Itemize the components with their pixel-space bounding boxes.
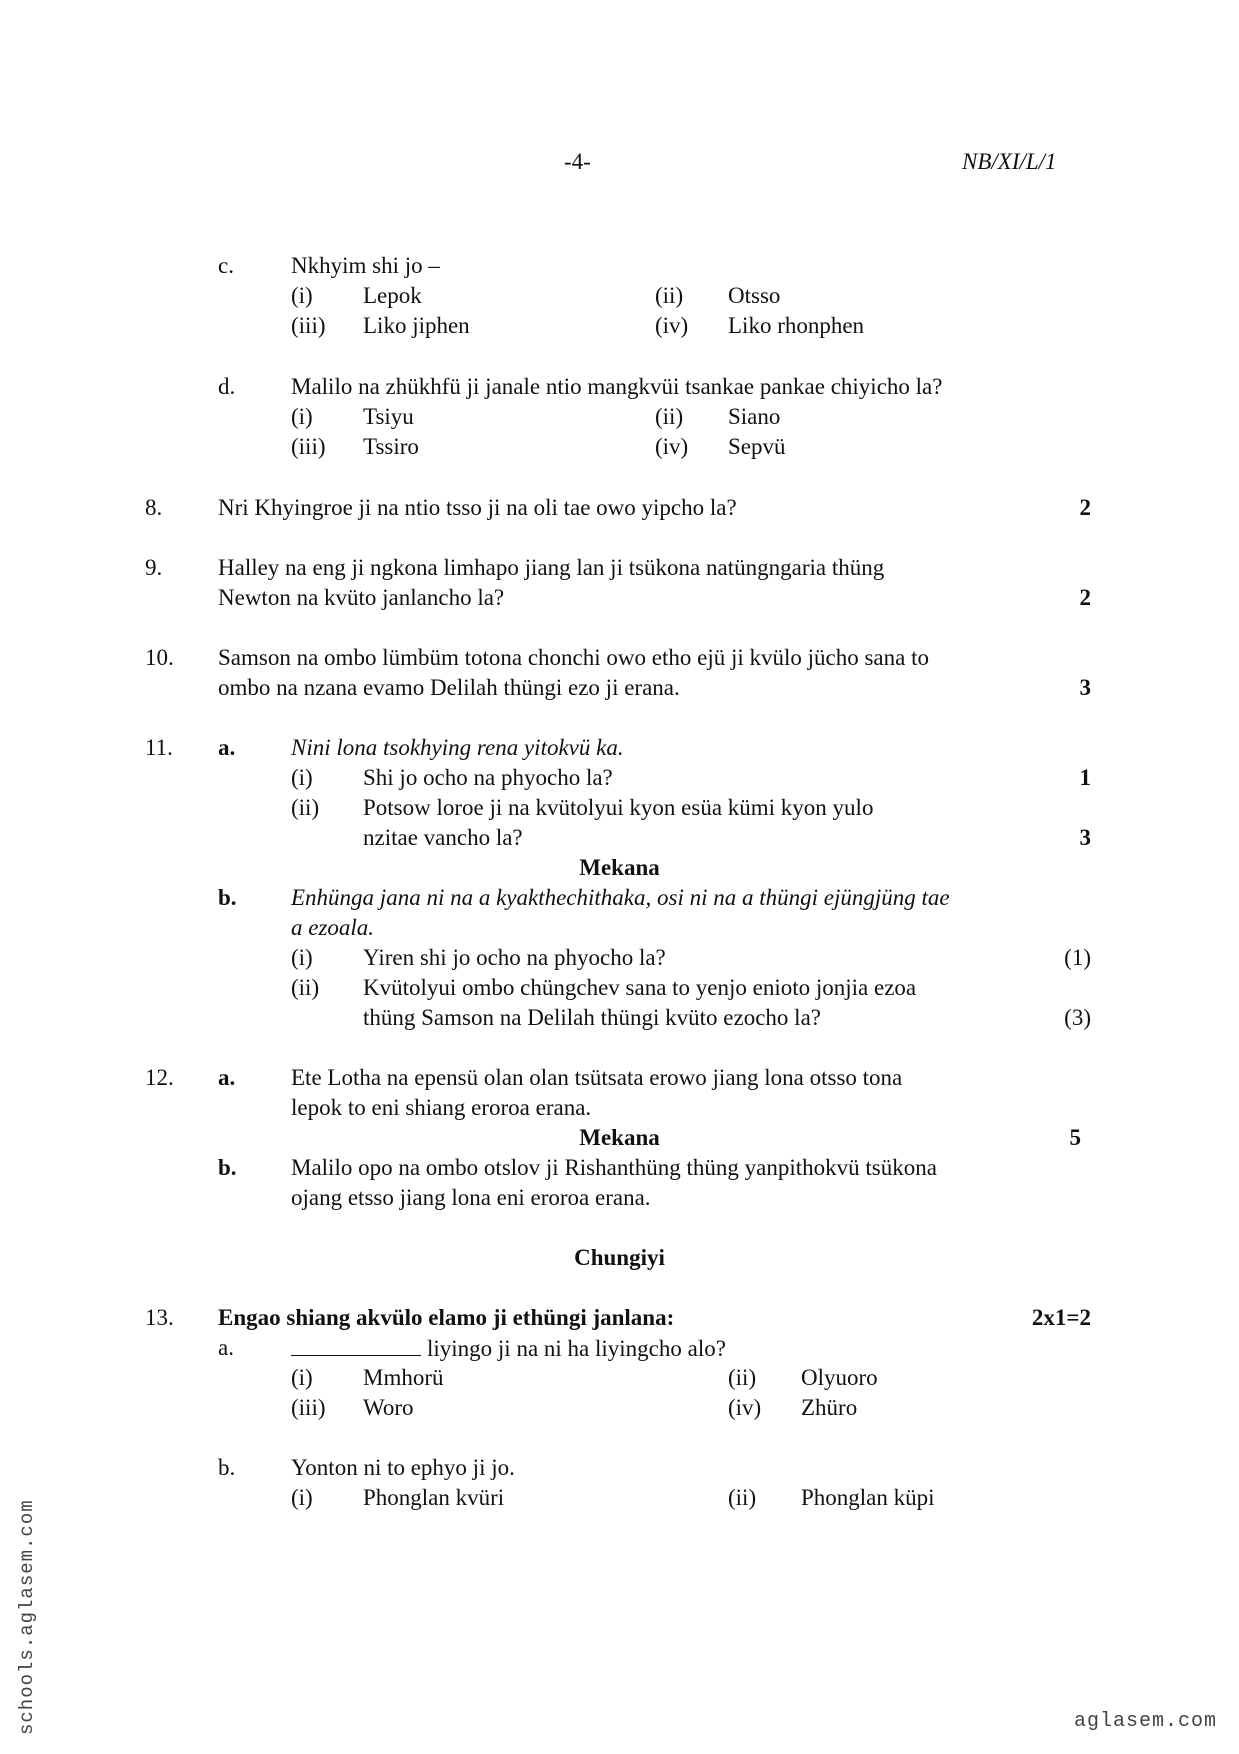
question-text: lepok to eni shiang eroroa erana. [291,1095,592,1120]
option-text: Olyuoro [801,1365,878,1390]
fill-blank [291,1333,421,1356]
option-text: Otsso [728,283,781,308]
question-text: ojang etsso jiang lona eni eroroa erana. [291,1185,651,1210]
option-text: Liko rhonphen [728,313,865,338]
sub-label: d. [218,374,236,399]
marks: 3 [1079,675,1091,700]
option-text: Tssiro [363,434,419,459]
question-text: Samson na ombo lümbüm totona chonchi owo etho ejü ji kvülo jücho sana to [218,645,929,670]
option-text: Phonglan kvüri [363,1485,505,1510]
question-number: 9. [145,555,163,580]
marks: (1) [1064,945,1091,970]
option-text: Zhüro [801,1395,858,1420]
option-text: Mmhorü [363,1365,444,1390]
part-number: (i) [291,945,313,970]
question-text: Yonton ni to ephyo ji jo. [291,1455,515,1480]
marks: 1 [1079,765,1091,790]
sub-label: b. [218,885,237,910]
marks: (3) [1064,1005,1091,1030]
sub-label: a. [218,735,236,760]
page-number: -4- [564,149,591,174]
option-number: (i) [291,404,313,429]
option-text: Phonglan küpi [801,1485,935,1510]
sub-label: c. [218,253,234,278]
side-watermark: schools.aglasem.com [16,1499,38,1735]
question-text: Nkhyim shi jo – [291,253,440,278]
question-text: ombo na nzana evamo Delilah thüngi ezo ji erana. [218,675,680,700]
option-number: (ii) [655,404,684,429]
passage-line: Nini lona tsokhying rena yitokvü ka. [291,735,624,760]
question-text [291,1333,726,1364]
question-text: Halley na eng ji ngkona limhapo jiang lan ji tsükona natüngngaria thüng [218,555,885,580]
option-number: (ii) [728,1365,757,1390]
option-number: (iv) [728,1395,762,1420]
question-text: Nri Khyingroe ji na ntio tsso ji na oli tae owo yipcho la? [218,495,737,520]
question-text: Malilo opo na ombo otslov ji Rishanthüng thüng yanpithokvü tsükona [291,1155,937,1180]
option-number: (iv) [655,434,689,459]
question-number: 8. [145,495,163,520]
option-number: (i) [291,1365,313,1390]
part-number: (ii) [291,975,320,1000]
option-text: Sepvü [728,434,786,459]
section-heading: Chungiyi [574,1245,665,1270]
question-text: Malilo na zhükhfü ji janale ntio mangkvüi tsankae pankae chiyicho la? [291,374,943,399]
part-number: (i) [291,765,313,790]
question-text-content: liyingo ji na ni ha liyingcho alo? [427,1336,726,1361]
question-text: Kvütolyui ombo chüngchev sana to yenjo enioto jonjia ezoa [363,975,917,1000]
option-number: (ii) [728,1485,757,1510]
or-divider: Mekana [579,1125,660,1150]
marks: 2x1=2 [1031,1305,1091,1330]
or-divider: Mekana [579,855,660,880]
marks: 2 [1079,495,1091,520]
option-number: (ii) [655,283,684,308]
option-text: Tsiyu [363,404,414,429]
instruction: Engao shiang akvülo elamo ji ethüngi janlana: [218,1305,675,1330]
sub-label: b. [218,1155,237,1180]
question-text: nzitae vancho la? [363,825,523,850]
question-number: 10. [145,645,174,670]
question-text: thüng Samson na Delilah thüngi kvüto ezocho la? [363,1005,821,1030]
option-text: Siano [728,404,781,429]
option-number: (iii) [291,434,326,459]
part-number: (ii) [291,795,320,820]
question-text: Shi jo ocho na phyocho la? [363,765,613,790]
footer-watermark: aglasem.com [1073,1710,1217,1733]
option-number: (i) [291,1485,313,1510]
sub-label: a. [218,1065,236,1090]
question-number: 13. [145,1305,174,1330]
option-text: Woro [363,1395,414,1420]
option-number: (iii) [291,313,326,338]
marks: 2 [1079,585,1091,610]
passage-line: Enhünga jana ni na a kyakthechithaka, osi ni na a thüngi ejüngjüng tae [291,885,950,910]
marks: 5 [1069,1125,1081,1150]
option-text: Lepok [363,283,422,308]
question-text: Potsow loroe ji na kvütolyui kyon esüa kümi kyon yulo [363,795,874,820]
question-text: Newton na kvüto janlancho la? [218,585,505,610]
option-number: (i) [291,283,313,308]
question-number: 12. [145,1065,174,1090]
paper-code: NB/XI/L/1 [962,149,1057,174]
option-number: (iv) [655,313,689,338]
sub-label: b. [218,1455,236,1480]
option-number: (iii) [291,1395,326,1420]
question-text: Ete Lotha na epensü olan olan tsütsata erowo jiang lona otsso tona [291,1065,903,1090]
option-text: Liko jiphen [363,313,470,338]
question-text: Yiren shi jo ocho na phyocho la? [363,945,666,970]
question-number: 11. [145,735,173,760]
marks: 3 [1079,825,1091,850]
passage-line: a ezoala. [291,915,375,940]
sub-label: a. [218,1335,234,1360]
